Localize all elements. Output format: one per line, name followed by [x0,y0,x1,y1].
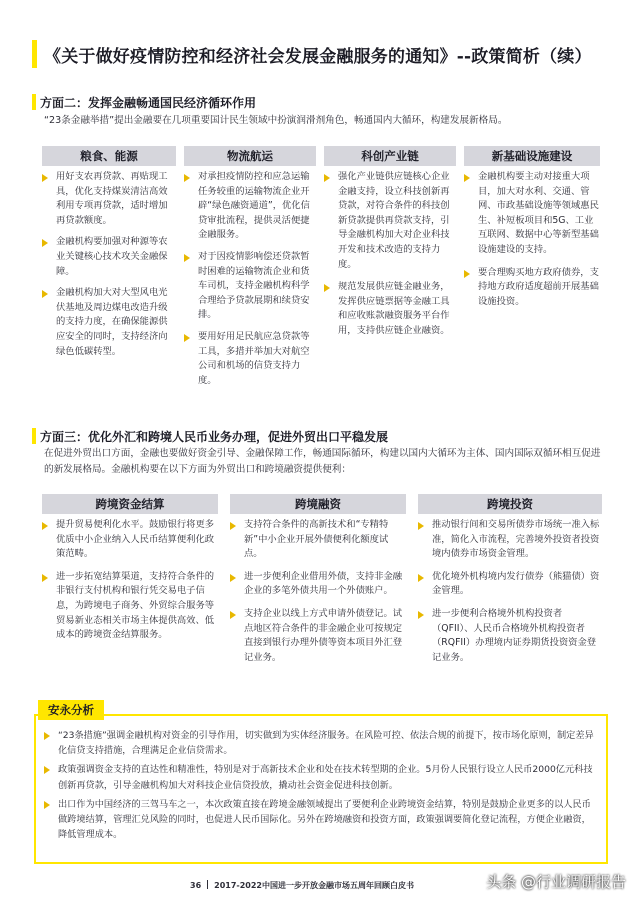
watermark: 头条 @行业调研报告 [486,873,626,891]
triangle-bullet-icon [44,732,50,740]
section2-col2-body [184,170,316,394]
triangle-bullet-icon [42,290,48,298]
section2-heading-text: 方面二：发挥金融畅通国民经济循环作用 [40,96,257,110]
title-accent-bar [32,40,37,68]
report-title: 中国进一步开放金融市场五周年回顾白皮书 [262,881,414,890]
triangle-bullet-icon [42,574,48,582]
triangle-bullet-icon [324,174,330,182]
list-item: 提升贸易便利化水平。鼓励银行将更多优质中小企业纳入人民币结算便利化政策范畴。 [42,518,218,562]
section3-col2-body [230,518,406,671]
list-item: 进一步便利合格境外机构投资者（QFII）、人民币合格境外机构投资者（RQFII）办理境内证券期货投资资金登记业务。 [418,607,602,665]
list-item: 强化产业链供应链核心企业金融支持，设立科技创新再贷款，对符合条件的科技创新贷款提供再贷款支持，引导金融机构加大对企业科技开发和技术改造的支持力度。 [324,170,456,272]
triangle-bullet-icon [230,574,236,582]
page-number: 36 [190,881,202,890]
section2-col3-title: 科创产业链 [324,146,456,166]
list-item: 出口作为中国经济的三驾马车之一，本次政策直接在跨境金融领域提出了要便利企业跨境资金结算，特别是鼓励企业更多的以人民币做跨境结算，管理汇兑风险的同时，也促进人民币国际化。另外在跨境融资和投资方面，政策强调要简化登记流程，方便企业融资，降低管理成本。 [44,797,598,843]
list-item: 用好支农再贷款、再贴现工具，优化支持煤炭清洁高效利用专项再贷款，适时增加再贷款额度。 [42,170,176,228]
section3-intro: 在促进外贸出口方面，金融也要做好资金引导、金融保障工作，畅通国际循环，构建以国内大循环为主体、国内国际双循环相互促进的新发展格局。金融机构要在以下方面为外贸出口和跨境融资提供便利： [44,448,601,475]
triangle-bullet-icon [184,334,190,342]
list-item: 推动银行间和交易所债券市场统一准入标准，简化入市流程，完善境外投资者投资境内债券市场资金管理。 [418,518,602,562]
analysis-tag: 安永分析 [38,700,104,720]
triangle-bullet-icon [464,270,470,278]
triangle-bullet-icon [324,284,330,292]
list-item: 对承担疫情防控和应急运输任务较重的运输物流企业开辟“绿色融资通道”，优化信贷审批流程，提供灵活便捷金融服务。 [184,170,316,243]
triangle-bullet-icon [42,239,48,247]
triangle-bullet-icon [42,522,48,530]
section2-col3-body [324,170,456,345]
list-item: 进一步拓宽结算渠道，支持符合条件的非银行支付机构和银行凭交易电子信息，为跨境电子商务、外贸综合服务等贸易新业态相关市场主体提供高效、低成本的跨境资金结算服务。 [42,570,218,643]
list-item: 政策强调资金支持的直达性和精准性，特别是对于高新技术企业和处在技术转型期的企业。5月份人民银行设立人民币2000亿元科技创新再贷款，引导金融机构加大对科技企业信贷投放，撬动社会资金促进科技创新。 [44,762,598,792]
section2-accent [32,94,36,110]
list-item: 对于因疫情影响偿还贷款暂时困难的运输物流企业和货车司机，支持金融机构科学合理给予贷款展期和续贷安排。 [184,250,316,323]
section3-accent [32,428,36,444]
list-item: 支持符合条件的高新技术和“专精特新”中小企业开展外债便利化额度试点。 [230,518,406,562]
triangle-bullet-icon [418,611,424,619]
list-item: 要用好用足民航应急贷款等工具，多措并举加大对航空公司和机场的信贷支持力度。 [184,330,316,388]
triangle-bullet-icon [418,574,424,582]
section2-col4-title: 新基础设施建设 [464,146,600,166]
analysis-box [34,714,608,864]
page-title: 《关于做好疫情防控和经济社会发展金融服务的通知》--政策简析（续） [44,47,592,67]
page-title-bar [32,40,618,68]
section3-col1-body [42,518,218,649]
list-item: 金融机构要主动对接重大项目，加大对水利、交通、管网、市政基础设施等领域惠民生、补短板项目和5G、工业互联网、数据中心等新型基础设施建设的支持。 [464,170,600,258]
list-item: 进一步便利企业借用外债，支持非金融企业的多笔外债共用一个外债账户。 [230,570,406,599]
page-footer [190,880,414,891]
list-item: 要合理购买地方政府债券，支持地方政府适度超前开展基础设施投资。 [464,266,600,310]
section2-heading [32,94,432,114]
triangle-bullet-icon [230,611,236,619]
section3-heading-text: 方面三：优化外汇和跨境人民币业务办理，促进外贸出口平稳发展 [40,430,389,444]
list-item: 支持企业以线上方式申请外债登记。试点地区符合条件的非金融企业可按规定直接到银行办理外债等资本项目外汇登记业务。 [230,607,406,665]
list-item: 优化境外机构境内发行债券（熊猫债）资金管理。 [418,570,602,599]
footer-divider [207,880,208,889]
section2-col2-title: 物流航运 [184,146,316,166]
report-prefix: 2017-2022 [214,881,262,890]
section2-col1-title: 粮食、能源 [42,146,176,166]
list-item: 金融机构要加强对种源等农业关键核心技术攻关金融保障。 [42,235,176,279]
section3-col3-body [418,518,602,671]
triangle-bullet-icon [184,254,190,262]
section3-col3-title: 跨境投资 [418,494,602,514]
triangle-bullet-icon [464,174,470,182]
list-item: “23条措施”强调金融机构对资金的引导作用，切实做到为实体经济服务。在风险可控、依法合规的前提下，按市场化原则，制定差异化信贷支持措施，合理满足企业信贷需求。 [44,728,598,758]
triangle-bullet-icon [44,766,50,774]
triangle-bullet-icon [44,801,50,809]
triangle-bullet-icon [42,174,48,182]
section2-col1-body [42,170,176,365]
triangle-bullet-icon [184,174,190,182]
triangle-bullet-icon [230,522,236,530]
list-item: 规范发展供应链金融业务，发挥供应链票据等金融工具和应收账款融资服务平台作用，支持供应链企业融资。 [324,280,456,338]
section3-col1-title: 跨境资金结算 [42,494,218,514]
list-item: 金融机构加大对大型风电光伏基地及周边煤电改造升级的支持力度，在确保能源供应安全的同时，支持经济向绿色低碳转型。 [42,286,176,359]
section3-heading [32,428,532,448]
section3-col2-title: 跨境融资 [230,494,406,514]
section2-col4-body [464,170,600,315]
triangle-bullet-icon [418,522,424,530]
section2-intro: “23条金融举措”提出金融要在几项重要国计民生领域中扮演润滑剂角色，畅通国内大循环，构建发展新格局。 [44,115,508,126]
